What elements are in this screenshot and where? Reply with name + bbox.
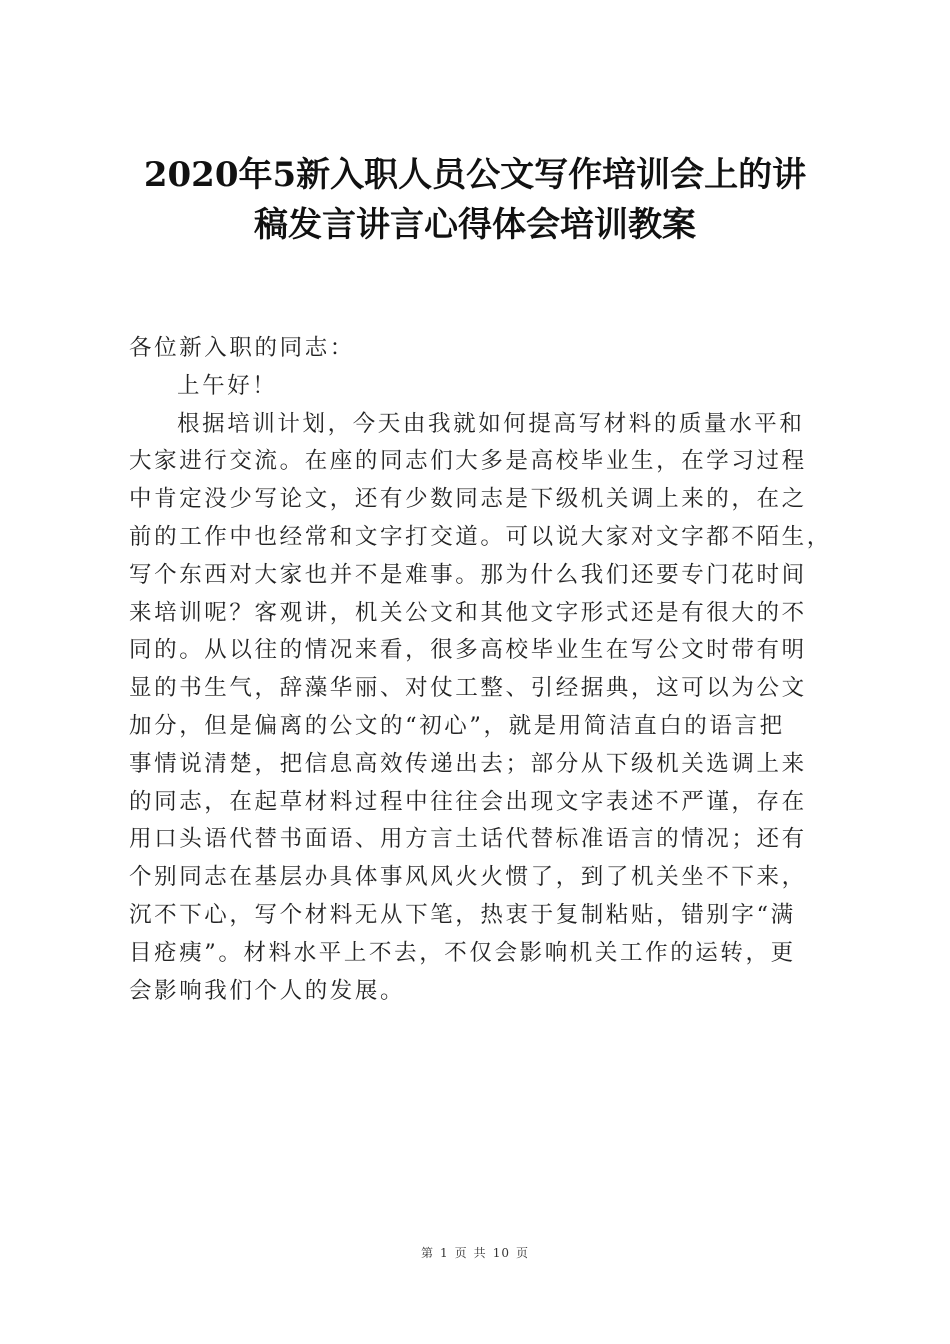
- footer-label-page: 第: [421, 1246, 435, 1260]
- paragraph-line: 事情说清楚，把信息高效传递出去；部分从下级机关选调上来: [129, 750, 807, 777]
- paragraph-line: 前的工作中也经常和文字打交道。可以说大家对文字都不陌生，: [129, 523, 832, 550]
- paragraph-line: 来培训呢？客观讲，机关公文和其他文字形式还是有很大的不: [129, 599, 807, 626]
- document-title-line-2: 稿发言讲言心得体会培训教案: [254, 205, 696, 245]
- paragraph-line: 用口头语代替书面语、用方言土话代替标准语言的情况；还有: [129, 826, 807, 853]
- paragraph-line: 目疮痍”。材料水平上不去，不仅会影响机关工作的运转，更: [129, 939, 796, 966]
- salutation: 各位新入职的同志：: [129, 335, 355, 361]
- paragraph-line: 显的书生气，辞藻华丽、对仗工整、引经据典，这可以为公文: [129, 675, 807, 702]
- page-footer: [0, 1244, 950, 1261]
- paragraph-line: 会影响我们个人的发展。: [129, 977, 406, 1004]
- paragraph-line: 同的。从以往的情况来看，很多高校毕业生在写公文时带有明: [129, 637, 807, 664]
- footer-label-ye-end: 页: [515, 1246, 529, 1260]
- paragraph-line: 个别同志在基层办具体事风风火火惯了，到了机关坐不下来，: [129, 864, 807, 891]
- paragraph-line: 根据培训计划，今天由我就如何提高写材料的质量水平和: [177, 410, 805, 437]
- paragraph-line: 写个东西对大家也并不是难事。那为什么我们还要专门花时间: [129, 561, 807, 588]
- document-body: [129, 330, 832, 1010]
- paragraph-line: 中肯定没少写论文，还有少数同志是下级机关调上来的，在之: [129, 486, 807, 513]
- document-title: [100, 150, 850, 250]
- paragraph-line: 大家进行交流。在座的同志们大多是高校毕业生，在学习过程: [129, 448, 807, 475]
- footer-current-page: 1: [440, 1246, 449, 1260]
- footer-total-pages: 10: [492, 1246, 510, 1260]
- footer-label-total: 共: [473, 1246, 487, 1260]
- footer-label-ye: 页: [454, 1246, 468, 1260]
- greeting: 上午好！: [177, 372, 278, 399]
- paragraph-line: 加分，但是偏离的公文的“初心”，就是用简洁直白的语言把: [129, 712, 785, 739]
- paragraph-line: 沉不下心，写个材料无从下笔，热衷于复制粘贴，错别字“满: [129, 901, 796, 928]
- document-title-line-1: 2020年5新入职人员公文写作培训会上的讲: [143, 155, 807, 195]
- paragraph-line: 的同志，在起草材料过程中往往会出现文字表述不严谨，存在: [129, 788, 807, 815]
